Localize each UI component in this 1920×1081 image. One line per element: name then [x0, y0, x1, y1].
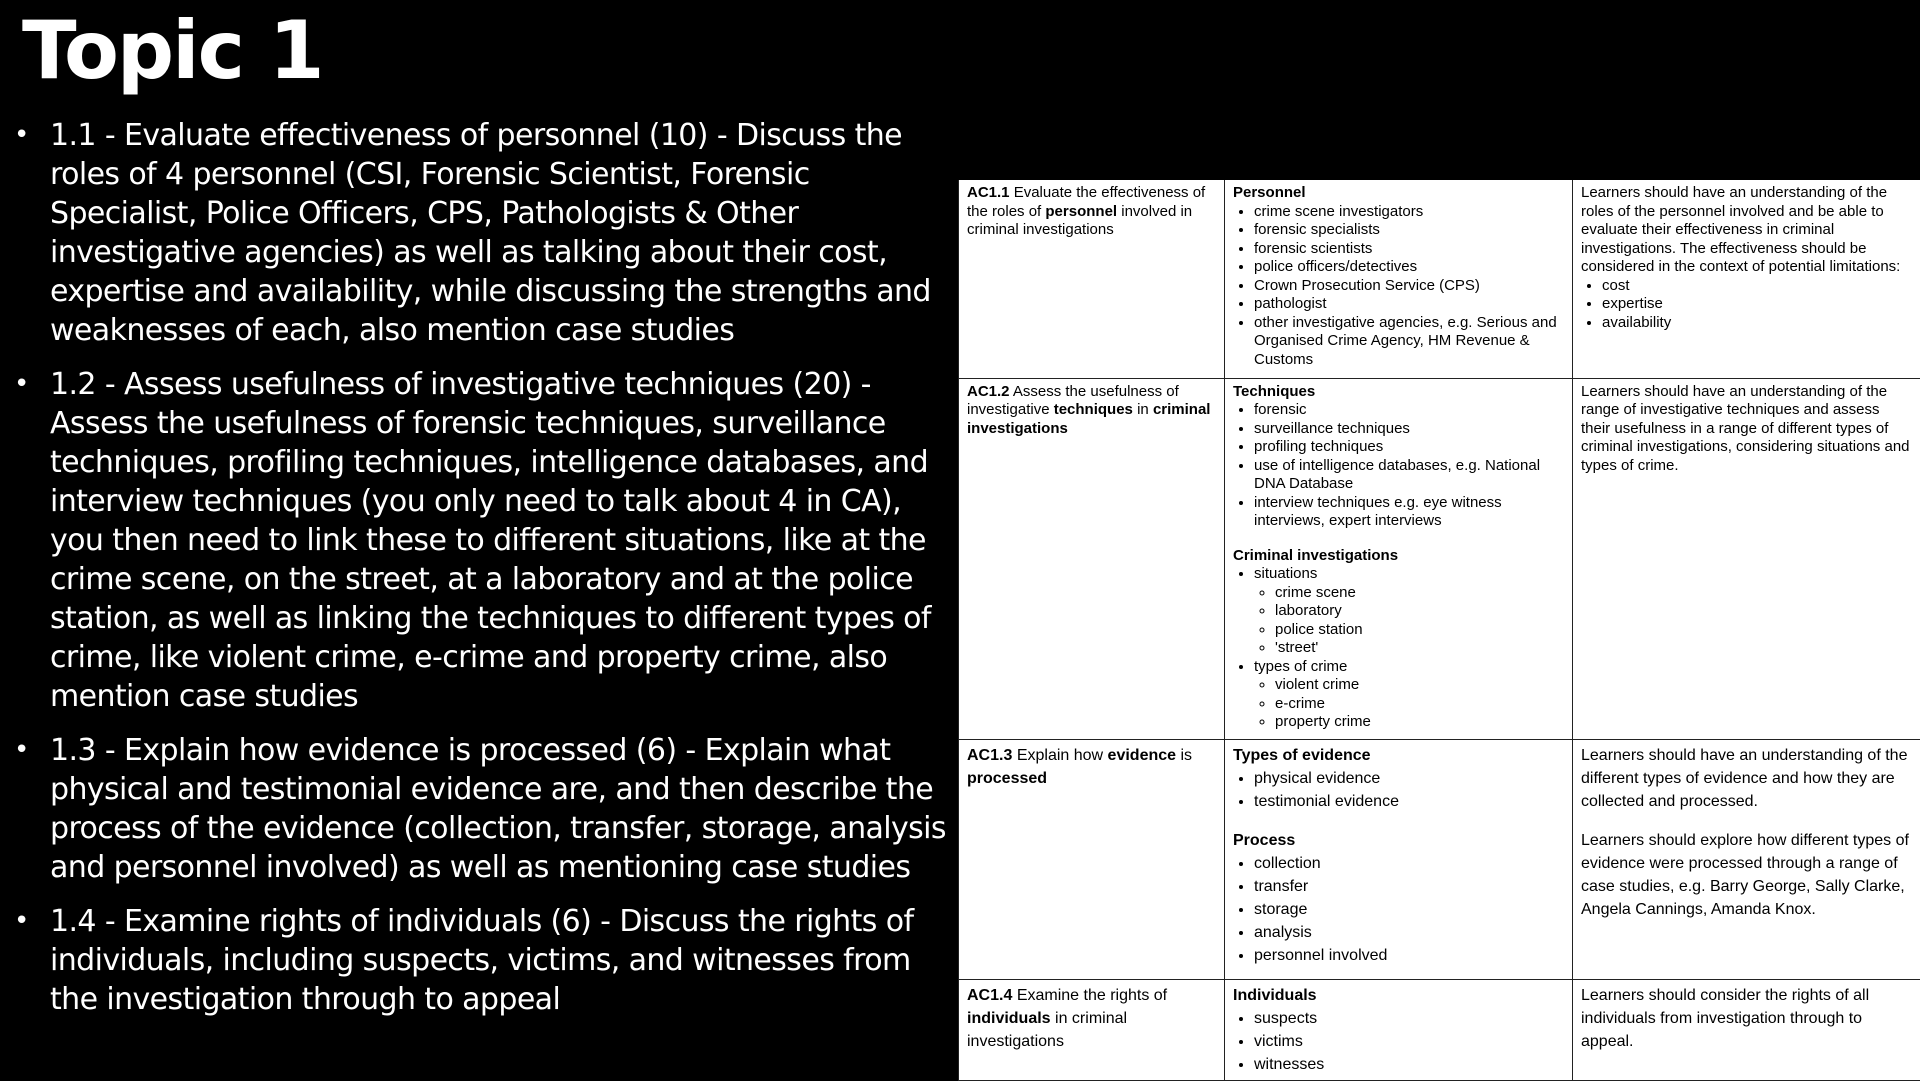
list-item: ◦ police station	[1275, 621, 1564, 640]
ac1-4-individuals-list	[1233, 1007, 1564, 1076]
list-item: • pathologist	[1254, 295, 1564, 314]
list-item	[1254, 565, 1564, 658]
ac1-2-content-head: Techniques	[1233, 383, 1564, 402]
ac1-1-criteria-cell	[959, 180, 1225, 378]
ac1-3-content-head-2: Process	[1233, 829, 1564, 852]
ac1-2-guidance-cell	[1573, 378, 1920, 739]
list-item: • testimonial evidence	[1254, 790, 1564, 813]
list-item: • surveillance techniques	[1254, 420, 1564, 439]
ac1-2-content-head-2: Criminal investigations	[1233, 547, 1564, 566]
ac1-2-text-2: in	[1137, 401, 1149, 418]
ac1-1-keyword: personnel	[1045, 203, 1117, 220]
ac1-2-techniques-list	[1233, 401, 1564, 531]
ac1-2-guidance: Learners should have an understanding of the range of investigative techniques and assess their usefulness in a range of different types of criminal investigations, considering situations and types of crime.	[1581, 383, 1912, 476]
ac1-2-code: AC1.2	[967, 383, 1010, 400]
list-item: • transfer	[1254, 875, 1564, 898]
list-item: • physical evidence	[1254, 767, 1564, 790]
ac1-4-content-head: Individuals	[1233, 984, 1564, 1007]
list-item: • cost	[1602, 277, 1912, 296]
specification-table-image	[958, 180, 1920, 1080]
bullet-1-2: • 1.2 - Assess usefulness of investigative techniques (20) - Assess the usefulness of forensic techniques, surveillance techniques, profiling techniques, intelligence databases, and interview techniques (you only need to talk about 4 in CA), you then need to link these to different situations, like at the crime scene, on the street, at a laboratory and at the police station, as well as linking the techniques to different types of crime, like violent crime, e-crime and property crime, also mention case studies	[14, 365, 950, 716]
list-item: • expertise	[1602, 295, 1912, 314]
ac1-4-guidance-cell	[1573, 979, 1920, 1080]
ac1-1-code: AC1.1	[967, 184, 1010, 201]
ac1-1-text-2: involved in criminal investigations	[967, 203, 1192, 239]
list-item	[1254, 658, 1564, 732]
crime-types-label: types of crime	[1254, 658, 1347, 675]
list-item: • profiling techniques	[1254, 438, 1564, 457]
list-item: • forensic scientists	[1254, 240, 1564, 259]
list-item: • collection	[1254, 852, 1564, 875]
list-item: • victims	[1254, 1030, 1564, 1053]
ac1-3-keyword-2: processed	[967, 770, 1047, 787]
ac1-4-text-1: Examine the rights of	[1017, 987, 1167, 1004]
bullet-1-3: • 1.3 - Explain how evidence is processed (6) - Explain what physical and testimonial evidence are, and then describe the process of the evidence (collection, transfer, storage, analysis and personnel involved) as well as mentioning case studies	[14, 731, 950, 887]
ac1-4-text-2: in criminal investigations	[967, 1010, 1127, 1050]
bullet-1-4: • 1.4 - Examine rights of individuals (6) - Discuss the rights of individuals, including suspects, victims, and witnesses from the investigation through to appeal	[14, 902, 950, 1019]
situations-list	[1254, 584, 1564, 658]
list-item: • availability	[1602, 314, 1912, 333]
list-item: ◦ 'street'	[1275, 639, 1564, 658]
ac1-3-text-2: is	[1180, 747, 1192, 764]
ac1-3-guidance: Learners should have an understanding of the different types of evidence and how they are collected and processed.	[1581, 744, 1912, 813]
ac1-3-evidence-list	[1233, 767, 1564, 813]
list-item: • analysis	[1254, 921, 1564, 944]
list-item: • forensic	[1254, 401, 1564, 420]
list-item: • suspects	[1254, 1007, 1564, 1030]
list-item: • forensic specialists	[1254, 221, 1564, 240]
ac1-3-process-list	[1233, 852, 1564, 967]
ac1-2-keyword-2: criminal investigations	[967, 401, 1210, 437]
situations-label: situations	[1254, 565, 1317, 582]
list-item: ◦ crime scene	[1275, 584, 1564, 603]
table-row-ac1-4	[959, 979, 1920, 1080]
ac1-1-limitations-list	[1581, 277, 1912, 333]
list-item: • interview techniques e.g. eye witness interviews, expert interviews	[1254, 494, 1564, 531]
list-item: ◦ laboratory	[1275, 602, 1564, 621]
ac1-2-criteria-cell	[959, 378, 1225, 739]
ac1-1-personnel-list	[1233, 203, 1564, 370]
ac1-3-keyword: evidence	[1108, 747, 1176, 764]
ac1-3-guidance-cell	[1573, 739, 1920, 979]
ac1-3-code: AC1.3	[967, 747, 1012, 764]
ac1-4-guidance: Learners should consider the rights of all individuals from investigation through to appeal.	[1581, 984, 1912, 1053]
ac1-3-content-head: Types of evidence	[1233, 744, 1564, 767]
list-item: ◦ e-crime	[1275, 695, 1564, 714]
list-item: • police officers/detectives	[1254, 258, 1564, 277]
table-row-ac1-3	[959, 739, 1920, 979]
ac1-3-criteria-cell	[959, 739, 1225, 979]
specification-table	[958, 180, 1920, 1081]
table-row-ac1-1	[959, 180, 1920, 378]
ac1-1-content-cell	[1225, 180, 1573, 378]
ac1-1-content-head: Personnel	[1233, 184, 1564, 203]
ac1-2-investigations-list	[1233, 565, 1564, 732]
list-item: • storage	[1254, 898, 1564, 921]
list-item: • crime scene investigators	[1254, 203, 1564, 222]
list-item: • Crown Prosecution Service (CPS)	[1254, 277, 1564, 296]
topic-bullet-list	[14, 116, 950, 1034]
table-row-ac1-2	[959, 378, 1920, 739]
crime-types-list	[1254, 676, 1564, 732]
ac1-4-criteria-cell	[959, 979, 1225, 1080]
ac1-3-content-cell	[1225, 739, 1573, 979]
ac1-3-guidance-2: Learners should explore how different types of evidence were processed through a range of case studies, e.g. Barry George, Sally Clarke, Angela Cannings, Amanda Knox.	[1581, 829, 1912, 921]
ac1-4-keyword: individuals	[967, 1010, 1051, 1027]
list-item: ◦ property crime	[1275, 713, 1564, 732]
list-item: ◦ violent crime	[1275, 676, 1564, 695]
ac1-4-code: AC1.4	[967, 987, 1012, 1004]
ac1-2-text-1: Assess the usefulness of investigative	[967, 383, 1179, 419]
list-item: • personnel involved	[1254, 944, 1564, 967]
ac1-4-content-cell	[1225, 979, 1573, 1080]
list-item: • witnesses	[1254, 1053, 1564, 1076]
ac1-3-text-1: Explain how	[1017, 747, 1103, 764]
ac1-1-guidance-cell	[1573, 180, 1920, 378]
ac1-2-content-cell	[1225, 378, 1573, 739]
page-title: Topic 1	[22, 4, 323, 97]
bullet-1-1: • 1.1 - Evaluate effectiveness of personnel (10) - Discuss the roles of 4 personnel (CSI, Forensic Scientist, Forensic Specialist, Police Officers, CPS, Pathologists & Other investigative agencies) as well as talking about their cost, expertise and availability, while discussing the strengths and weaknesses of each, also mention case studies	[14, 116, 950, 350]
ac1-1-text-1: Evaluate the effectiveness of the roles of	[967, 184, 1205, 220]
ac1-1-guidance: Learners should have an understanding of the roles of the personnel involved and be able to evaluate their effectiveness in criminal investigations. The effectiveness should be considered in the context of potential limitations:	[1581, 184, 1912, 277]
ac1-2-keyword: techniques	[1054, 401, 1133, 418]
list-item: • other investigative agencies, e.g. Serious and Organised Crime Agency, HM Revenue & Customs	[1254, 314, 1564, 370]
list-item: • use of intelligence databases, e.g. National DNA Database	[1254, 457, 1564, 494]
